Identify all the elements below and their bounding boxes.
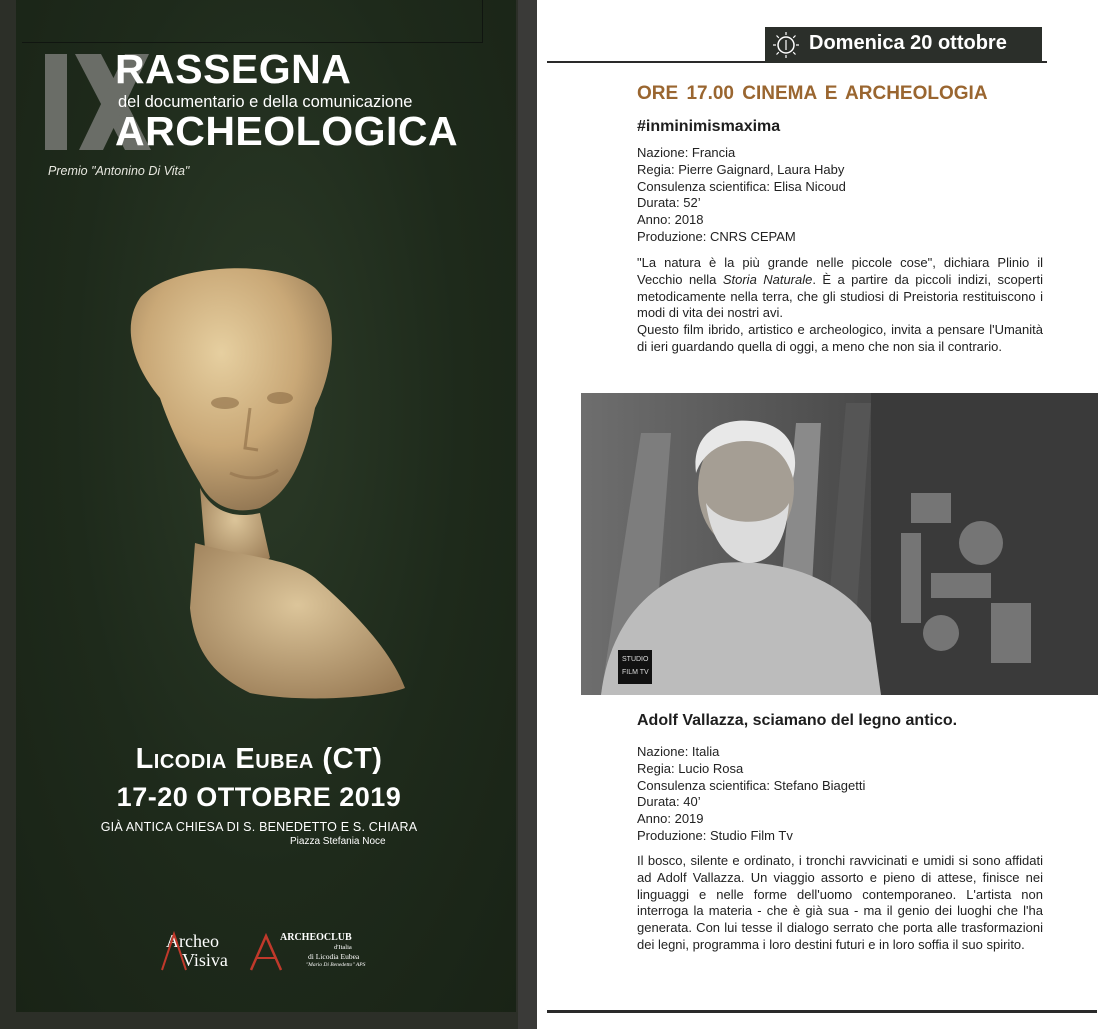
poster-dates: 17-20 OTTOBRE 2019: [116, 782, 402, 812]
meta-line: Regia: Pierre Gaignard, Laura Haby: [637, 161, 845, 177]
award-label: Premio "Antonino Di Vita": [48, 164, 190, 178]
meta-line: Anno: 2018: [637, 212, 704, 228]
meta-line: Anno: 2019: [637, 811, 704, 827]
meta-line: Consulenza scientifica: Stefano Biagetti: [637, 777, 866, 793]
sun-emblem-icon: [772, 31, 800, 59]
archeovisiva-logo: Archeo Visiva: [160, 928, 240, 974]
poster-square: Piazza Stefania Noce: [290, 836, 386, 847]
meta-line: Durata: 40’: [637, 794, 701, 810]
poster-venue: GIÀ ANTICA CHIESA DI S. BENEDETTO E S. CHIARA: [100, 820, 418, 834]
poster-title-line1: RASSEGNA: [115, 46, 352, 92]
poster-top-strip: [22, 0, 483, 43]
archeoclub-logo: ARCHEOCLUB d'Italia di Licodia Eubea "Mario Di Benedetto" APS: [248, 928, 368, 974]
day-label: Domenica 20 ottobre: [809, 32, 1007, 54]
studio-film-tv-badge: STUDIO FILM TV: [618, 650, 652, 684]
film2-title: Adolf Vallazza, sciamano del legno antico.: [637, 712, 958, 729]
meta-line: Nazione: Italia: [637, 744, 720, 759]
meta-line: Nazione: Francia: [637, 145, 736, 160]
bottom-divider: [547, 1010, 1097, 1013]
poster-title-line3: ARCHEOLOGICA: [115, 108, 459, 154]
meta-line: Durata: 52’: [637, 195, 701, 211]
day-badge: [765, 27, 1042, 63]
program-panel: [537, 0, 1098, 1029]
session-heading: ORE 17.00 CINEMA E ARCHEOLOGIA: [637, 83, 988, 104]
terracotta-bust-image: [100, 258, 420, 708]
poster-place: Licodia Eubea (CT): [135, 743, 383, 775]
film-still-photo: [581, 393, 1098, 695]
film1-description: "La natura è la più grande nelle piccole cose", dichiara Plinio il Vecchio nella Storia Naturale. È a partire da piccoli indizi, scoperti metodicamente nella terra, che gli studiosi di Preistoria restituiscono i modi di vita dei nostri avi. Questo film ibrido, artistico e archeologico, invita a pensare l'Umanità di ieri guardando quella di oggi, a meno che non sia il contrario.: [637, 255, 1043, 354]
meta-line: Produzione: CNRS CEPAM: [637, 228, 796, 244]
film1-title: #inminimismaxima: [637, 118, 781, 135]
film2-description: Il bosco, silente e ordinato, i tronchi ravvicinati e umidi si sono affidati ad Adolf Vallazza. Un viaggio assorto e pieno di attese, finisce nei linguaggi e nelle forme dell'uomo contemporaneo. L'artista non interroga la materia - che è già sua - ma il genio dei luoghi che l'ha generata. Con lui tesse il dialogo serrato che porta alle trasformazioni dei legni, programma i loro destini futuri e in loro soffia il suo spirito.: [637, 853, 1043, 952]
film2-meta: [637, 744, 865, 845]
film1-meta: [637, 145, 846, 246]
meta-line: Produzione: Studio Film Tv: [637, 827, 793, 843]
poster-title-line2: del documentario e della comunicazione: [118, 93, 413, 111]
poster-panel: [0, 0, 518, 1029]
meta-line: Regia: Lucio Rosa: [637, 760, 744, 776]
meta-line: Consulenza scientifica: Elisa Nicoud: [637, 178, 846, 194]
